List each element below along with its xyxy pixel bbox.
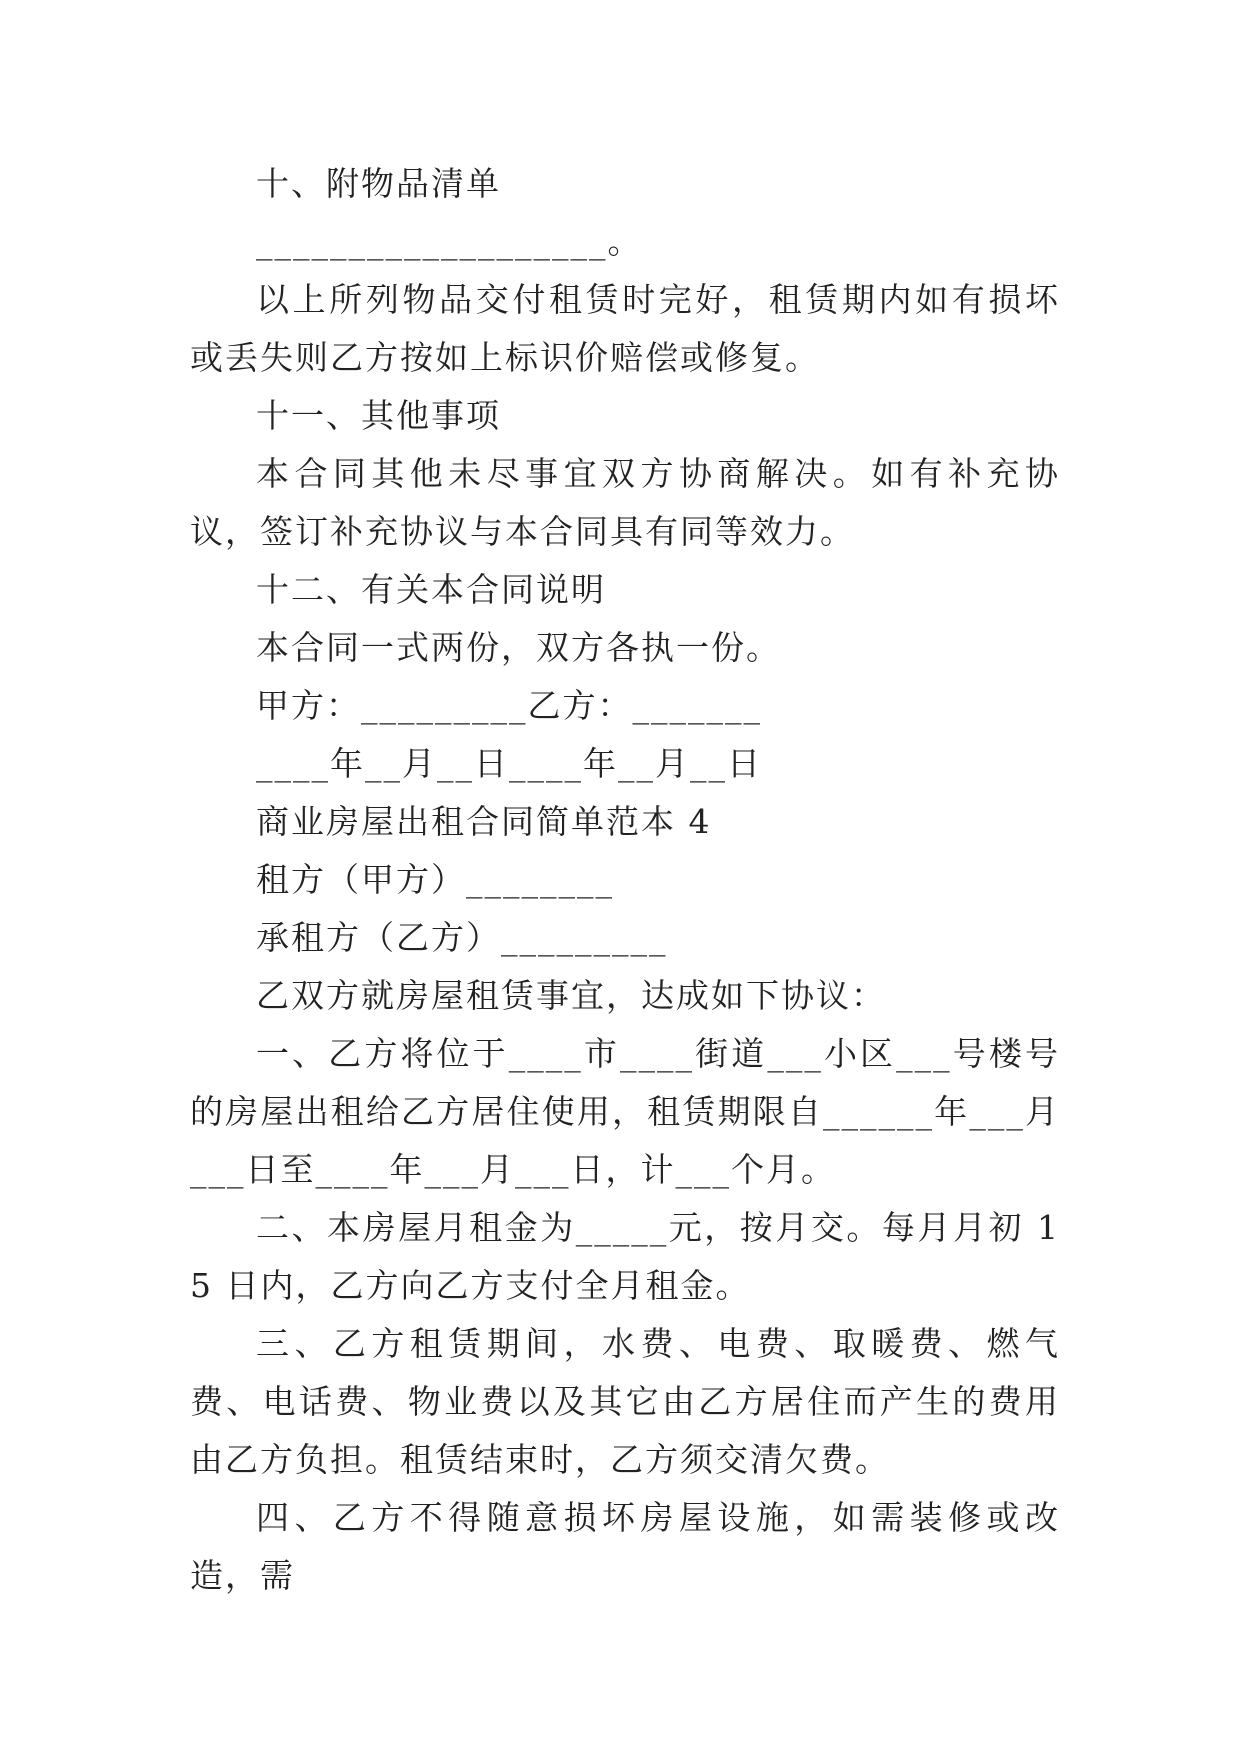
paragraph-item-condition: 以上所列物品交付租赁时完好，租赁期内如有损坏或丢失则乙方按如上标识价赔偿或修复。 — [190, 280, 1060, 377]
clause-2-rent: 二、本房屋月租金为_____元，按月交。每月月初 15 日内，乙方向乙方支付全月租金。 — [190, 1208, 1060, 1305]
paragraph-copies: 本合同一式两份，双方各执一份。 — [256, 628, 781, 667]
section-heading-10: 十、附物品清单 — [256, 164, 501, 203]
document-body — [190, 155, 1060, 1605]
agreement-intro: 乙双方就房屋租赁事宜，达成如下协议： — [256, 976, 886, 1015]
item-list-blank: ___________________。 — [256, 222, 643, 261]
lessee-line: 承租方（乙方）_________ — [256, 918, 668, 957]
section-heading-12: 十二、有关本合同说明 — [256, 570, 606, 609]
section-heading-11: 十一、其他事项 — [256, 396, 501, 435]
paragraph-other-matters: 本合同其他未尽事宜双方协商解决。如有补充协议，签订补充协议与本合同具有同等效力。 — [190, 454, 1060, 551]
contract-title-4: 商业房屋出租合同简单范本 4 — [256, 802, 712, 841]
lessor-line: 租方（甲方）________ — [256, 860, 614, 899]
clause-3-fees: 三、乙方租赁期间，水费、电费、取暖费、燃气费、电话费、物业费以及其它由乙方居住而产生的费用由乙方负担。租赁结束时，乙方须交清欠费。 — [190, 1324, 1060, 1479]
date-line: ____年__月__日____年__月__日 — [256, 744, 762, 783]
signature-line: 甲方：_________乙方：_______ — [256, 686, 762, 725]
clause-1-location-term: 一、乙方将位于____市____街道___小区___号楼号的房屋出租给乙方居住使用，租赁期限自______年___月___日至____年___月___日，计___个月。 — [190, 1034, 1060, 1189]
clause-4-facilities: 四、乙方不得随意损坏房屋设施，如需装修或改造，需 — [190, 1498, 1060, 1595]
